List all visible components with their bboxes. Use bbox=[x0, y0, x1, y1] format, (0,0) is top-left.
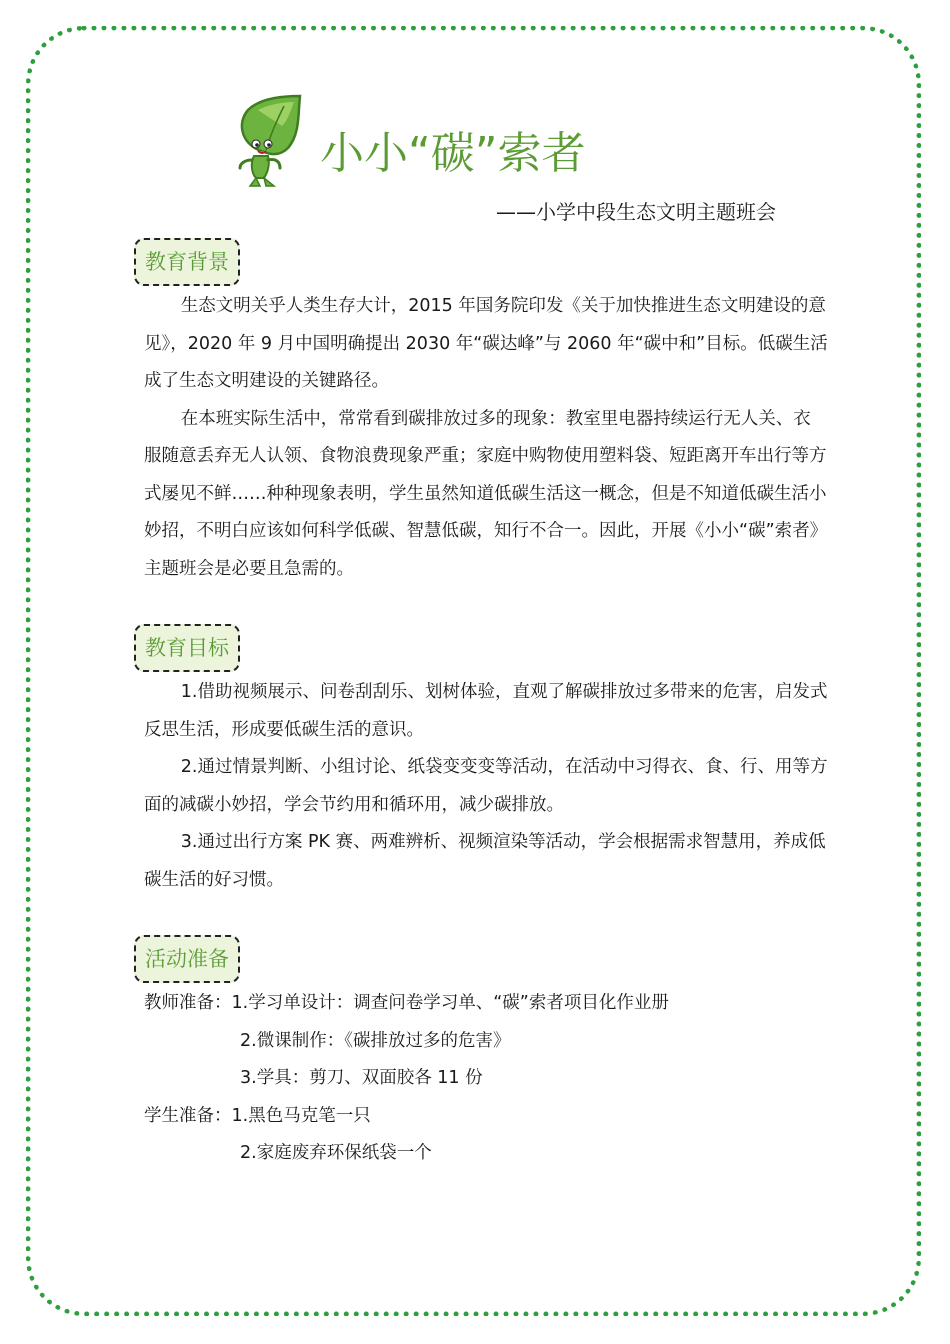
goals-body bbox=[144, 674, 828, 899]
teacher-prep-label: 教师准备： bbox=[144, 993, 232, 1013]
goal-item-1: 1.借助视频展示、问卷刮刮乐、划树体验，直观了解碳排放过多带来的危害，启发式反思生活，形成要低碳生活的意识。 bbox=[144, 682, 828, 740]
teacher-prep-row bbox=[144, 1060, 669, 1098]
teacher-prep-row bbox=[144, 1023, 669, 1061]
leaf-mascot-icon bbox=[234, 94, 306, 190]
section-heading-goals: 教育目标 bbox=[134, 624, 240, 672]
student-prep-label: 学生准备： bbox=[144, 1105, 232, 1126]
goal-item-2: 2.通过情景判断、小组讨论、纸袋变变变等活动，在活动中习得衣、食、行、用等方面的减碳小妙招，学会节约用和循环用，减少碳排放。 bbox=[144, 757, 828, 815]
student-prep-item: 1.黑色马克笔一只 bbox=[231, 1105, 371, 1126]
background-paragraph-2: 在本班实际生活中，常常看到碳排放过多的现象：教室里电器持续运行无人关、衣服随意丢弃无人认领、食物浪费现象严重；家庭中购物使用塑料袋、短距离开车出行等方式屡见不鲜……种种现象表明，学生虽然知道低碳生活这一概念，但是不知道低碳生活小妙招，不明白应该如何科学低碳、智慧低碳，知行不合一。因此，开展《小小“碳”索者》主题班会是必要且急需的。 bbox=[144, 408, 828, 579]
teacher-prep-item: 3.学具：剪刀、双面胶各 11 份 bbox=[240, 1068, 483, 1088]
prep-list bbox=[144, 985, 669, 1173]
page-subtitle: ——小学中段生态文明主题班会 bbox=[496, 200, 776, 224]
page-title: 小小“碳”索者 bbox=[320, 128, 586, 179]
teacher-prep-item: 2.微课制作：《碳排放过多的危害》 bbox=[240, 1030, 511, 1051]
goal-item-3: 3.通过出行方案 PK 赛、两难辨析、视频渲染等活动，学会根据需求智慧用，养成低碳生活的好习惯。 bbox=[144, 832, 826, 890]
section-heading-prep: 活动准备 bbox=[134, 935, 240, 983]
student-prep-row bbox=[144, 1135, 669, 1173]
teacher-prep-item: 1.学习单设计：调查问卷学习单、“碳”索者项目化作业册 bbox=[231, 993, 669, 1013]
background-paragraph-1: 生态文明关乎人类生存大计，2015 年国务院印发《关于加快推进生态文明建设的意见》，2020 年 9 月中国明确提出 2030 年“碳达峰”与 2060 年“碳中和”目标。低碳生活成了生态文明建设的关键路径。 bbox=[144, 296, 828, 391]
section-heading-background: 教育背景 bbox=[134, 238, 240, 286]
teacher-prep-row bbox=[144, 985, 669, 1023]
student-prep-item: 2.家庭废弃环保纸袋一个 bbox=[240, 1143, 432, 1163]
student-prep-row bbox=[144, 1098, 669, 1136]
background-body bbox=[144, 288, 828, 588]
